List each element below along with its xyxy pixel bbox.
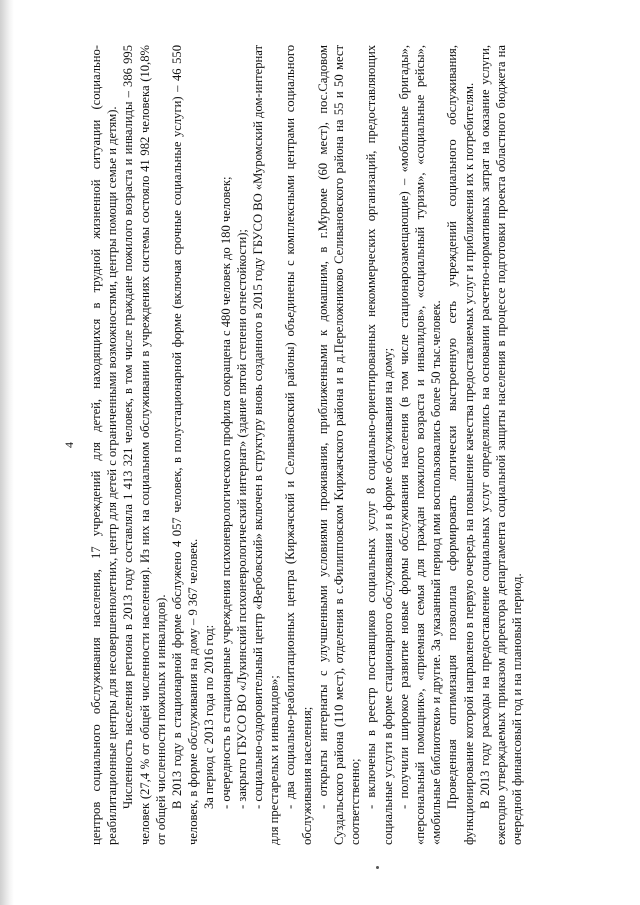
paragraph-served-2013: В 2013 году в стационарной форме обслужено 4 057 человек, в полустационарной форме (включая срочные социальные услуги) – 46 550 человек, в форме обслуживания на дому – 9 367 человек. [170, 45, 201, 845]
binding-edge [0, 0, 14, 905]
list-item-verbovsky-merged: - социально-оздоровительный центр «Вербовский» включен в структуру вновь созданного в 2015 году ГБУСО ВО «Муромский дом-интернат для престарелых и инвалидов»; [251, 45, 282, 845]
list-item-nko-registry: - включены в реестр поставщиков социальных услуг 8 социально-ориентированных некоммерческих организаций, предоставляющих социальные услуги в форме стационарного обслуживания и в форме обслуживания на дому; [364, 45, 395, 845]
list-item-queue-reduced: - очередность в стационарные учреждения психоневрологического профиля сокращена с 480 человек до 180 человек; [218, 176, 233, 809]
page-number: 4 [62, 442, 76, 448]
scan-speck [376, 866, 379, 869]
body-text [88, 45, 525, 845]
paragraph-population: Численность населения региона в 2013 году составляла 1 413 321 человек, в том числе граждане пожилого возраста и инвалиды – 386 995 человек (27,4 % от общей численности населения). Из них на социальном обслуживании в учреждениях системы состояло 41 982 человека (10,8% от общей численности пожилых и инвалидов). [121, 45, 168, 845]
list-item-rehab-centers-merged: - два социально-реабилитационных центра (Киржачский и Селивановский районы) объединены с комплексными центрами социального обслуживания населения; [283, 45, 314, 845]
paragraph-institutions-list: центров социального обслуживания населения, 17 учреждений для детей, находящихся в трудной жизненной ситуации (социально-реабилитационные центры для несовершеннолетних, центр для детей с ограниченными возможностями, центры помощи семье и детям). [89, 45, 120, 845]
list-item-new-service-forms: - получили широкое развитие новые формы обслуживания населения (в том числе стационарозамещающие) – «мобильные бригады», «персональный помощник», «приемная семья для граждан пожилого возраста и инвалидов», «социальный туризм», «социальные рейсы», «мобильные библиотеки» и другие. За указанный период ими воспользовались более 50 тыс.человек. [396, 45, 444, 845]
paragraph-optimization-result: Проведенная оптимизация позволила сформировать логически выстроенную сеть учреждений социального обслуживания, функционирование которой направлено в первую очередь на повышение качества предоставляемых услуг и приближения их к потребителям. [445, 45, 476, 845]
paragraph-period-intro: За период с 2013 года по 2016 год: [202, 624, 217, 809]
paragraph-expenses-2013: В 2013 году расходы на предоставление социальных услуг определялись на основании расчетно-нормативных затрат на оказание услуги, ежегодно утверждаемых приказом директора департамента социальной защиты населения в процессе подготовки проекта областного бюджета на очередной финансовый год и на плановый период. [477, 45, 525, 845]
rotated-text-frame [62, 45, 602, 845]
list-item-lukinsky-closed: - закрыто ГБУСО ВО «Лукинский психоневрологический интернат» (здание пятой степени огнестойкости); [234, 229, 249, 809]
list-item-new-residences: - открыты интернаты с улучшенными условиями проживания, приближенными к домашним, в г.Муроме (60 мест), пос.Садовом Суздальского района (110 мест), отделения в с.Филипповском Киржачского района и в д.Переложниково Селивановского района на 55 и 50 мест соответственно; [315, 45, 363, 845]
